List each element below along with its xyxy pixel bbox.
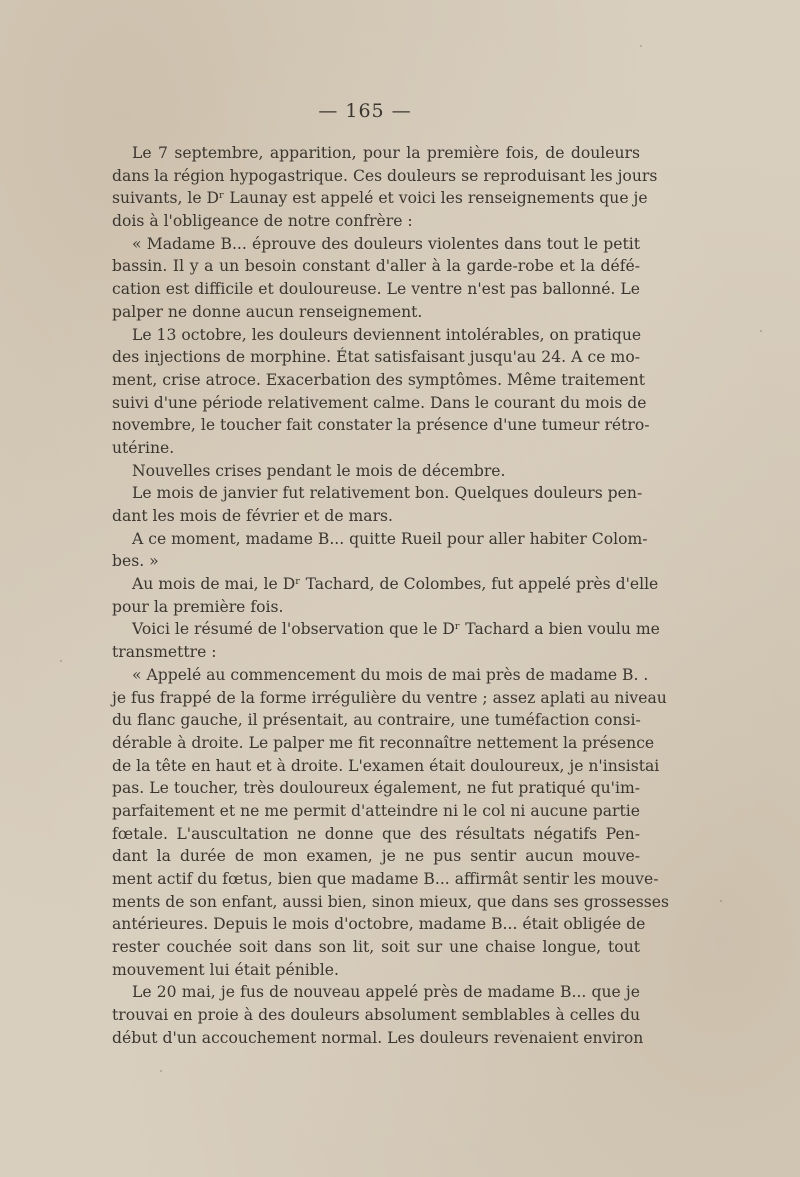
text-line: mouvement lui était pénible. (112, 960, 339, 979)
text-line: A ce moment, madame B... quitte Rueil pour aller habiter Colom- (132, 529, 648, 548)
paper-speck (760, 330, 762, 332)
text-line: Le 13 octobre, les douleurs deviennent intolérables, on pratique (132, 325, 642, 344)
text-line: rester couchée soit dans son lit, soit sur une chaise longue, tout (112, 938, 640, 957)
text-line: je fus frappé de la forme irrégulière du ventre ; assez aplati au niveau (112, 688, 667, 707)
text-line: « Appelé au commencement du mois de mai près de madame B. . (132, 665, 649, 684)
text-line: pour la première fois. (112, 597, 284, 616)
page-number: — 165 — (318, 100, 412, 122)
text-line: dant la durée de mon examen, je ne pus sentir aucun mouve- (112, 847, 640, 866)
text-line: dois à l'obligeance de notre confrère : (112, 212, 413, 231)
text-line: « Madame B... éprouve des douleurs violentes dans tout le petit (132, 234, 640, 253)
text-line: cation est difficile et douloureuse. Le ventre n'est pas ballonné. Le (112, 280, 640, 299)
text-line: Le 20 mai, je fus de nouveau appelé près de madame B... que je (132, 983, 640, 1002)
text-line: Voici le résumé de l'observation que le Dʳ Tachard a bien voulu me (132, 620, 660, 639)
paper-speck (720, 900, 722, 902)
text-line: bassin. Il y a un besoin constant d'aller à la garde-robe et la défé- (112, 257, 640, 276)
paper-speck (60, 660, 62, 662)
text-line: parfaitement et ne me permit d'atteindre ni le col ni aucune partie (112, 801, 640, 820)
text-line: Le 7 septembre, apparition, pour la première fois, de douleurs (132, 144, 640, 162)
text-line: ment, crise atroce. Exacerbation des symptômes. Même traitement (112, 370, 646, 389)
text-line: suivants, le Dʳ Launay est appelé et voici les renseignements que je (112, 189, 648, 208)
body-text (112, 142, 669, 1050)
paper-speck (160, 1070, 162, 1072)
paper-speck (520, 1030, 522, 1032)
text-line: début d'un accouchement normal. Les douleurs revenaient environ (112, 1028, 644, 1047)
text-line: bes. » (112, 552, 159, 571)
text-line: Le mois de janvier fut relativement bon. Quelques douleurs pen- (132, 484, 643, 503)
text-line: dans la région hypogastrique. Ces douleurs se reproduisant les jours (112, 166, 658, 185)
text-line: ment actif du fœtus, bien que madame B... affirmât sentir les mouve- (112, 870, 659, 888)
text-line: palper ne donne aucun renseignement. (112, 302, 423, 321)
text-line: suivi d'une période relativement calme. Dans le courant du mois de (112, 393, 647, 412)
text-line: ments de son enfant, aussi bien, sinon mieux, que dans ses grossesses (112, 892, 669, 911)
text-line: fœtale. L'auscultation ne donne que des résultats négatifs Pen- (112, 824, 640, 843)
text-line: transmettre : (112, 643, 217, 662)
text-line: de la tête en haut et à droite. L'examen était douloureux, je n'insistai (112, 756, 660, 775)
text-line: utérine. (112, 438, 175, 457)
text-line: antérieures. Depuis le mois d'octobre, madame B... était obligée de (112, 915, 646, 934)
text-line: du flanc gauche, il présentait, au contraire, une tuméfaction consi- (112, 711, 641, 730)
text-line: trouvai en proie à des douleurs absolument semblables à celles du (112, 1006, 640, 1025)
text-line: dant les mois de février et de mars. (112, 507, 394, 525)
text-line: pas. Le toucher, très douloureux également, ne fut pratiqué qu'im- (112, 779, 640, 798)
paper-speck (640, 45, 642, 47)
text-line: des injections de morphine. État satisfaisant jusqu'au 24. A ce mo- (112, 348, 640, 367)
text-line: Nouvelles crises pendant le mois de décembre. (132, 461, 506, 480)
text-line: Au mois de mai, le Dʳ Tachard, de Colombes, fut appelé près d'elle (132, 575, 659, 594)
text-line: dérable à droite. Le palper me fit reconnaître nettement la présence (112, 733, 655, 752)
text-line: novembre, le toucher fait constater la présence d'une tumeur rétro- (112, 416, 650, 435)
